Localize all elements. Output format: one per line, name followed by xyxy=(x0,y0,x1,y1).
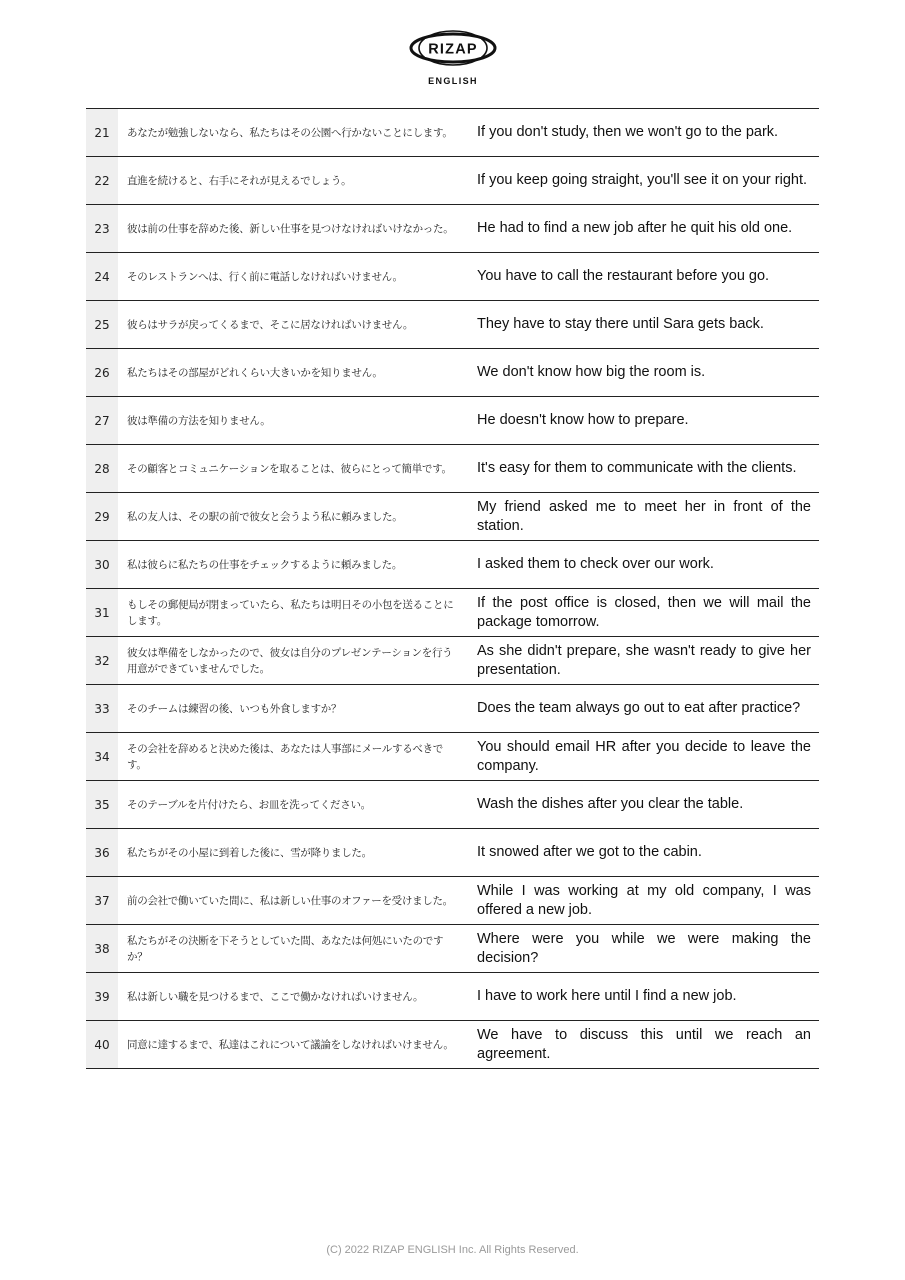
rizap-english-logo xyxy=(0,26,905,90)
japanese-sentence-text: 彼は準備の方法を知りません。 xyxy=(127,414,271,427)
english-sentence xyxy=(460,205,819,252)
row-number: 38 xyxy=(86,925,118,972)
japanese-sentence xyxy=(118,733,460,780)
row-number: 23 xyxy=(86,205,118,252)
row-number: 27 xyxy=(86,397,118,444)
english-sentence-text: They have to stay there until Sara gets back. xyxy=(477,316,764,333)
english-sentence xyxy=(460,493,819,540)
table-row xyxy=(86,589,819,637)
japanese-sentence-text: 彼は前の仕事を辞めた後、新しい仕事を見つけなければいけなかった。 xyxy=(127,222,454,235)
row-number: 26 xyxy=(86,349,118,396)
english-sentence xyxy=(460,781,819,828)
table-row xyxy=(86,925,819,973)
table-row xyxy=(86,493,819,541)
japanese-sentence xyxy=(118,637,460,684)
table-row xyxy=(86,349,819,397)
row-number: 25 xyxy=(86,301,118,348)
english-sentence xyxy=(460,349,819,396)
english-sentence-text: As she didn't prepare, she wasn't ready to give her presentation. xyxy=(477,643,811,678)
row-number: 28 xyxy=(86,445,118,492)
english-sentence xyxy=(460,637,819,684)
english-sentence-text: If you keep going straight, you'll see it on your right. xyxy=(477,172,808,189)
japanese-sentence-text: 同意に達するまで、私達はこれについて議論をしなければいけません。 xyxy=(127,1038,454,1051)
japanese-sentence xyxy=(118,253,460,300)
table-row xyxy=(86,733,819,781)
row-number: 40 xyxy=(86,1021,118,1068)
japanese-sentence-text: 私たちがその決断を下そうとしていた間、あなたは何処にいたのですか？ xyxy=(127,934,444,963)
english-sentence xyxy=(460,157,819,204)
english-sentence-text: We have to discuss this until we reach an agreement. xyxy=(477,1027,811,1062)
japanese-sentence xyxy=(118,493,460,540)
japanese-sentence-text: そのテーブルを片付けたら、お皿を洗ってください。 xyxy=(127,798,371,811)
table-row xyxy=(86,301,819,349)
english-sentence-text: While I was working at my old company, I was offered a new job. xyxy=(477,883,811,918)
english-sentence-text: If you don't study, then we won't go to the park. xyxy=(477,124,779,141)
japanese-sentence-text: 私たちはその部屋がどれくらい大きいかを知りません。 xyxy=(127,366,383,379)
japanese-sentence xyxy=(118,301,460,348)
row-number: 24 xyxy=(86,253,118,300)
japanese-sentence xyxy=(118,589,460,636)
japanese-sentence-text: 私たちがその小屋に到着した後に、雪が降りました。 xyxy=(127,846,372,859)
copyright-footer: (C) 2022 RIZAP ENGLISH Inc. All Rights Reserved. xyxy=(326,1244,579,1256)
english-sentence-text: I have to work here until I find a new job. xyxy=(477,988,737,1005)
english-sentence xyxy=(460,541,819,588)
japanese-sentence xyxy=(118,397,460,444)
english-sentence-text: You should email HR after you decide to leave the company. xyxy=(477,739,811,774)
row-number: 22 xyxy=(86,157,118,204)
english-sentence-text: He doesn't know how to prepare. xyxy=(477,412,689,429)
japanese-sentence-text: そのチームは練習の後、いつも外食しますか？ xyxy=(127,702,342,715)
english-sentence-text: Wash the dishes after you clear the table. xyxy=(477,796,744,813)
english-sentence xyxy=(460,685,819,732)
japanese-sentence-text: 彼女は準備をしなかったので、彼女は自分のプレゼンテーションを行う用意ができていませんでした。 xyxy=(127,646,453,675)
japanese-sentence xyxy=(118,829,460,876)
table-row xyxy=(86,109,819,157)
japanese-sentence xyxy=(118,349,460,396)
logo-wordmark: RIZAP xyxy=(427,41,478,58)
table-row xyxy=(86,877,819,925)
english-sentence-text: You have to call the restaurant before you go. xyxy=(477,268,770,285)
table-row xyxy=(86,253,819,301)
english-sentence xyxy=(460,1021,819,1068)
english-sentence xyxy=(460,589,819,636)
english-sentence-text: Does the team always go out to eat after practice? xyxy=(477,700,801,717)
english-sentence-text: He had to find a new job after he quit his old one. xyxy=(477,220,793,237)
english-sentence xyxy=(460,253,819,300)
table-row xyxy=(86,541,819,589)
table-row xyxy=(86,205,819,253)
english-sentence xyxy=(460,397,819,444)
table-row xyxy=(86,829,819,877)
table-row xyxy=(86,637,819,685)
japanese-sentence xyxy=(118,973,460,1020)
japanese-sentence xyxy=(118,445,460,492)
japanese-sentence xyxy=(118,205,460,252)
japanese-sentence-text: 私は彼らに私たちの仕事をチェックするように頼みました。 xyxy=(127,558,403,571)
japanese-sentence-text: 彼らはサラが戻ってくるまで、そこに居なければいけません。 xyxy=(127,318,414,331)
japanese-sentence-text: 私は新しい職を見つけるまで、ここで働かなければいけません。 xyxy=(127,990,424,1003)
japanese-sentence-text: あなたが勉強しないなら、私たちはその公園へ行かないことにします。 xyxy=(127,126,453,139)
logo-subtext: ENGLISH xyxy=(427,76,478,86)
english-sentence-text: I asked them to check over our work. xyxy=(477,556,714,573)
english-sentence-text: My friend asked me to meet her in front of the station. xyxy=(477,499,811,534)
english-sentence-text: It's easy for them to communicate with the clients. xyxy=(477,460,797,477)
row-number: 39 xyxy=(86,973,118,1020)
row-number: 35 xyxy=(86,781,118,828)
row-number: 30 xyxy=(86,541,118,588)
table-row xyxy=(86,781,819,829)
english-sentence xyxy=(460,877,819,924)
phrase-table xyxy=(86,108,819,1069)
japanese-sentence xyxy=(118,157,460,204)
english-sentence-text: We don't know how big the room is. xyxy=(477,364,706,381)
rizap-logo-mark xyxy=(403,26,503,90)
table-row xyxy=(86,1021,819,1069)
japanese-sentence-text: 前の会社で働いていた間に、私は新しい仕事のオファーを受けました。 xyxy=(127,894,453,907)
row-number: 34 xyxy=(86,733,118,780)
english-sentence xyxy=(460,445,819,492)
english-sentence xyxy=(460,925,819,972)
table-row xyxy=(86,445,819,493)
english-sentence xyxy=(460,829,819,876)
row-number: 29 xyxy=(86,493,118,540)
english-sentence xyxy=(460,973,819,1020)
japanese-sentence xyxy=(118,1021,460,1068)
japanese-sentence xyxy=(118,685,460,732)
japanese-sentence-text: 直進を続けると、右手にそれが見えるでしょう。 xyxy=(127,174,352,187)
english-sentence-text: It snowed after we got to the cabin. xyxy=(477,844,702,861)
japanese-sentence xyxy=(118,781,460,828)
row-number: 33 xyxy=(86,685,118,732)
table-row xyxy=(86,685,819,733)
english-sentence-text: If the post office is closed, then we will mail the package tomorrow. xyxy=(477,595,811,630)
japanese-sentence xyxy=(118,925,460,972)
table-row xyxy=(86,973,819,1021)
japanese-sentence-text: もしその郵便局が閉まっていたら、私たちは明日その小包を送ることにします。 xyxy=(127,598,454,627)
row-number: 37 xyxy=(86,877,118,924)
table-row xyxy=(86,157,819,205)
japanese-sentence-text: その会社を辞めると決めた後は、あなたは人事部にメールするべきです。 xyxy=(127,742,443,771)
english-sentence xyxy=(460,301,819,348)
japanese-sentence xyxy=(118,877,460,924)
row-number: 21 xyxy=(86,109,118,156)
english-sentence xyxy=(460,733,819,780)
english-sentence xyxy=(460,109,819,156)
japanese-sentence xyxy=(118,109,460,156)
row-number: 31 xyxy=(86,589,118,636)
japanese-sentence-text: 私の友人は、その駅の前で彼女と会うよう私に頼みました。 xyxy=(127,510,403,523)
row-number: 32 xyxy=(86,637,118,684)
table-row xyxy=(86,397,819,445)
japanese-sentence xyxy=(118,541,460,588)
english-sentence-text: Where were you while we were making the decision? xyxy=(477,931,811,966)
japanese-sentence-text: そのレストランへは、行く前に電話しなければいけません。 xyxy=(127,270,403,283)
japanese-sentence-text: その顧客とコミュニケーションを取ることは、彼らにとって簡単です。 xyxy=(127,462,452,475)
row-number: 36 xyxy=(86,829,118,876)
